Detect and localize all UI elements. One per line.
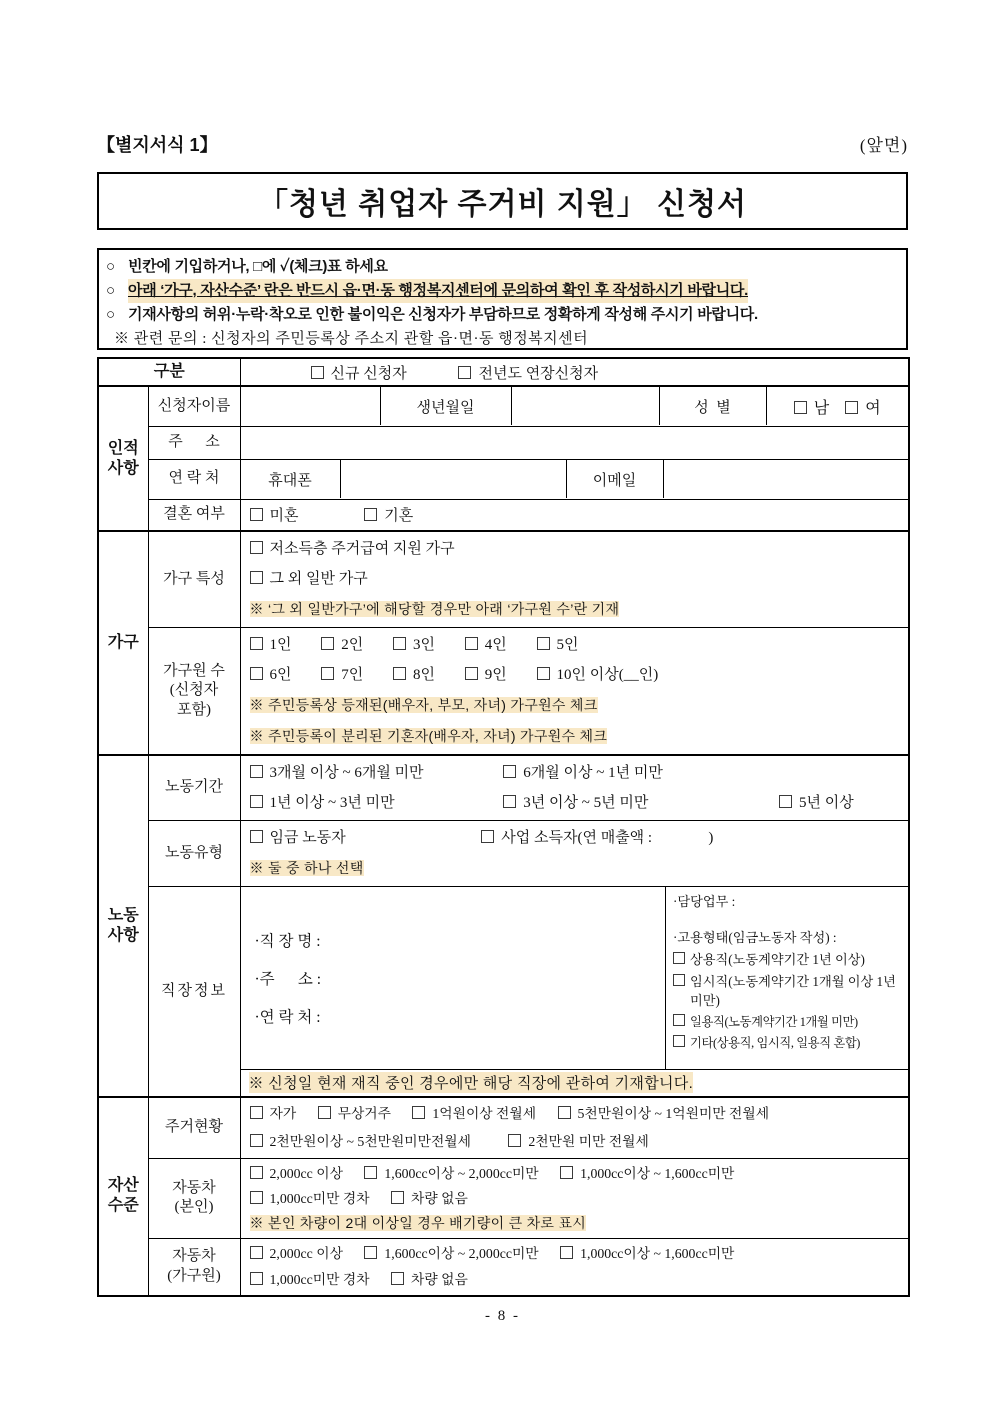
daily-employee-option[interactable]: 일용직(노동계약기간 1개월 미만) [673, 1013, 903, 1031]
household-size-note-2: ※ 주민등록이 분리된 기혼자(배우자, 자녀) 가구원수 체크 [249, 728, 608, 744]
car-self-options [240, 1158, 909, 1238]
assets-group-label: 자산 수준 [98, 1097, 148, 1297]
labor-period-options [240, 755, 909, 821]
marital-options [240, 499, 909, 531]
checkbox-icon[interactable] [560, 1166, 573, 1179]
checkbox-icon[interactable] [250, 1166, 263, 1179]
checkbox-icon[interactable] [412, 1106, 425, 1119]
household-type-note: ※ ‘그 외 일반가구’에 해당할 경우만 아래 ‘가구원 수’란 기재 [249, 601, 620, 617]
labor-type-note: ※ 둘 중 하나 선택 [249, 860, 364, 876]
checkbox-icon[interactable] [465, 667, 478, 680]
email-label: 이메일 [567, 460, 664, 498]
category-options [240, 358, 909, 386]
page-side-label: (앞면) [859, 136, 908, 155]
checkbox-icon[interactable] [250, 765, 263, 778]
size-5-option[interactable]: 5인 [537, 630, 579, 660]
labor-period-label: 노동기간 [148, 755, 240, 821]
checkbox-icon[interactable] [458, 366, 471, 379]
checkbox-icon[interactable] [250, 1191, 263, 1204]
household-size-label: 가구원 수 (신청자 포함) [148, 628, 240, 756]
checkbox-icon[interactable] [673, 1014, 685, 1026]
other-employee-option[interactable]: 기타(상용직, 임시직, 일용직 혼합) [673, 1034, 903, 1052]
notice-text-3: 기재사항의 허위·누락·착오로 인한 불이익은 신청자가 부담하므로 정확하게 작성해 주시기 바랍니다. [128, 306, 758, 323]
notice-box [97, 248, 908, 350]
applicant-name-input[interactable] [241, 387, 381, 425]
car-1600-2000cc-option[interactable]: 1,600cc이상 ~ 2,000cc미만 [364, 1241, 538, 1267]
address-label: 주 소 [148, 426, 240, 459]
no-car-option[interactable]: 차량 없음 [391, 1267, 468, 1293]
checkbox-icon[interactable] [250, 1106, 263, 1119]
housing-status-label: 주거현황 [148, 1097, 240, 1159]
car-over-2000cc-option[interactable]: 2,000cc 이상 [250, 1241, 343, 1267]
checkbox-icon[interactable] [393, 667, 406, 680]
car-self-label: 자동차 (본인) [148, 1158, 240, 1238]
car-self-row-2 [250, 1186, 903, 1211]
checkbox-icon[interactable] [558, 1106, 571, 1119]
checkbox-icon[interactable] [321, 667, 334, 680]
checkbox-icon[interactable] [673, 1035, 685, 1047]
checkbox-icon[interactable] [250, 637, 263, 650]
household-type-option-row [250, 564, 903, 594]
doc-reference: 【별지서식 1】 [97, 135, 218, 155]
rent-under-20m-option[interactable]: 2천만원 미만 전월세 [508, 1128, 648, 1156]
checkbox-icon[interactable] [250, 667, 263, 680]
checkbox-icon[interactable] [503, 795, 516, 808]
job-employment-column [665, 887, 908, 1069]
checkbox-icon[interactable] [250, 795, 263, 808]
car-1000-1600cc-option[interactable]: 1,000cc이상 ~ 1,600cc미만 [560, 1241, 734, 1267]
email-input[interactable] [664, 460, 909, 498]
car-self-note: ※ 본인 차량이 2대 이상일 경우 배기량이 큰 차로 표시 [249, 1214, 587, 1231]
regular-employee-option[interactable]: 상용직(노동계약기간 1년 이상) [673, 950, 903, 970]
free-residence-option[interactable]: 무상거주 [318, 1100, 391, 1128]
period-3to6m-option[interactable]: 3개월 이상 ~ 6개월 미만 [250, 758, 500, 788]
household-type-label: 가구 특성 [148, 531, 240, 628]
size-4-option[interactable]: 4인 [465, 630, 533, 660]
birth-date-input[interactable] [512, 387, 660, 425]
car-1600-2000cc-option[interactable]: 1,600cc이상 ~ 2,000cc미만 [364, 1161, 538, 1186]
household-group-label: 가구 [98, 531, 148, 755]
checkbox-icon[interactable] [250, 830, 263, 843]
checkbox-icon[interactable] [560, 1246, 573, 1259]
checkbox-icon[interactable] [673, 952, 685, 964]
checkbox-icon[interactable] [364, 508, 377, 521]
checkbox-icon[interactable] [250, 508, 263, 521]
labor-type-options [240, 821, 909, 887]
housing-row-2 [250, 1128, 903, 1156]
size-3-option[interactable]: 3인 [393, 630, 461, 660]
applicant-name-label: 신청자이름 [148, 386, 240, 426]
checkbox-icon[interactable] [391, 1272, 404, 1285]
workplace-contact-field[interactable]: ·연 락 처 : [254, 1009, 321, 1027]
single-option[interactable]: 미혼 [250, 504, 299, 525]
car-family-options [240, 1238, 909, 1296]
job-info-note: ※ 신청일 현재 재직 중인 경우에만 해당 직장에 관하여 기재합니다. [249, 1072, 694, 1093]
size-10plus-option[interactable]: 10인 이상(__인) [537, 660, 659, 690]
car-family-label: 자동차 (가구원) [148, 1238, 240, 1296]
renewal-applicant-option[interactable]: 전년도 연장신청자 [458, 362, 598, 383]
checkbox-icon[interactable] [779, 795, 792, 808]
notice-line-3 [106, 303, 899, 327]
phone-input[interactable] [341, 460, 567, 498]
period-over5y-option[interactable]: 5년 이상 [779, 788, 854, 818]
car-family-row-1 [250, 1241, 903, 1267]
labor-type-option-row [250, 823, 903, 853]
checkbox-icon[interactable] [537, 637, 550, 650]
checkbox-icon[interactable] [250, 1134, 263, 1147]
checkbox-icon[interactable] [465, 637, 478, 650]
period-6mto1y-option[interactable]: 6개월 이상 ~ 1년 미만 [503, 758, 663, 788]
household-type-note-row [250, 594, 903, 625]
checkbox-icon[interactable] [364, 1166, 377, 1179]
marital-status-label: 결혼 여부 [148, 499, 240, 531]
circle-bullet-icon: ○ [106, 283, 116, 299]
notice-line-1 [106, 255, 899, 279]
household-size-note-1: ※ 주민등록상 등재된(배우자, 부모, 자녀) 가구원수 체크 [249, 697, 598, 713]
circle-bullet-icon: ○ [106, 259, 116, 275]
housing-row-1 [250, 1100, 903, 1128]
checkbox-icon[interactable] [250, 571, 263, 584]
address-input[interactable] [240, 426, 909, 459]
temporary-employee-option[interactable]: 임시직(노동계약기간 1개월 이상 1년 미만) [673, 972, 903, 1012]
labor-group-label: 노동 사항 [98, 755, 148, 1097]
household-size-note-row [250, 721, 903, 752]
category-label: 구분 [98, 358, 240, 386]
checkbox-icon[interactable] [845, 401, 858, 414]
car-self-row-1 [250, 1161, 903, 1186]
page-number: - 8 - [485, 1308, 520, 1324]
size-8-option[interactable]: 8인 [393, 660, 461, 690]
checkbox-icon[interactable] [673, 974, 685, 986]
labor-type-label: 노동유형 [148, 821, 240, 887]
job-info-label: 직장정보 [148, 887, 240, 1097]
notice-text-2: 아래 ‘가구, 자산수준’ 란은 반드시 읍·면·동 행정복지센터에 문의하여 확인 후 작성하시기 바랍니다. [128, 279, 748, 303]
household-size-options [240, 628, 909, 756]
checkbox-icon[interactable] [250, 541, 263, 554]
business-income-option[interactable]: 사업 소득자(연 매출액 : ) [481, 823, 713, 853]
labor-type-note-row [250, 853, 903, 884]
circle-bullet-icon: ○ [106, 307, 116, 323]
period-3to5y-option[interactable]: 3년 이상 ~ 5년 미만 [503, 788, 775, 818]
page-header [97, 131, 908, 157]
checkbox-icon[interactable] [321, 637, 334, 650]
employment-type-label: ·고용형태(임금노동자 작성) : [673, 930, 837, 946]
low-income-household-option[interactable]: 저소득층 주거급여 지원 가구 [250, 534, 455, 564]
gender-female-option[interactable]: 여 [845, 395, 880, 418]
own-home-option[interactable]: 자가 [250, 1100, 297, 1128]
job-info-note-row [241, 1069, 909, 1095]
notice-line-4: ※ 관련 문의 : 신청자의 주민등록상 주소지 관할 읍·면·동 행정복지센터 [114, 331, 589, 347]
wage-worker-option[interactable]: 임금 노동자 [250, 823, 478, 853]
gender-label: 성 별 [660, 387, 767, 425]
married-option[interactable]: 기혼 [364, 504, 413, 525]
contact-label: 연 락 처 [148, 459, 240, 499]
household-size-row-2 [250, 660, 903, 690]
gender-male-option[interactable]: 남 [794, 395, 829, 418]
checkbox-icon[interactable] [481, 830, 494, 843]
car-over-2000cc-option[interactable]: 2,000cc 이상 [250, 1161, 343, 1186]
application-form-table [97, 357, 910, 1297]
workplace-address-field[interactable]: ·주 소 : [254, 971, 322, 989]
form-title: 「청년 취업자 주거비 지원」 신청서 [257, 188, 748, 221]
notice-text-1: 빈칸에 기입하거나, □에 ✓(체크)표 하세요 [128, 258, 388, 275]
no-car-option[interactable]: 차량 없음 [391, 1186, 468, 1211]
notice-line-2 [106, 279, 899, 303]
phone-label: 휴대폰 [241, 460, 341, 498]
period-1to3y-option[interactable]: 1년 이상 ~ 3년 미만 [250, 788, 500, 818]
gender-options [767, 387, 909, 425]
car-self-note-row [250, 1211, 903, 1236]
household-type-options [240, 531, 909, 628]
checkbox-icon[interactable] [311, 366, 324, 379]
checkbox-icon[interactable] [318, 1106, 331, 1119]
checkbox-icon[interactable] [508, 1134, 521, 1147]
checkbox-icon[interactable] [364, 1246, 377, 1259]
household-size-note-row [250, 690, 903, 721]
size-1-option[interactable]: 1인 [250, 630, 318, 660]
birth-date-label: 생년월일 [381, 387, 512, 425]
car-family-row-2 [250, 1267, 903, 1293]
checkbox-icon[interactable] [250, 1272, 263, 1285]
size-9-option[interactable]: 9인 [465, 660, 533, 690]
checkbox-icon[interactable] [393, 637, 406, 650]
general-household-option[interactable]: 그 외 일반 가구 [250, 564, 368, 594]
new-applicant-option[interactable]: 신규 신청자 [311, 362, 407, 383]
rent-50to100m-option[interactable]: 5천만원이상 ~ 1억원미만 전월세 [558, 1100, 770, 1128]
checkbox-icon[interactable] [537, 667, 550, 680]
household-type-option-row [250, 534, 903, 564]
job-info-area [241, 887, 909, 1069]
size-6-option[interactable]: 6인 [250, 660, 318, 690]
car-under-1000cc-option[interactable]: 1,000cc미만 경차 [250, 1186, 370, 1211]
form-title-box [97, 172, 908, 230]
checkbox-icon[interactable] [503, 765, 516, 778]
car-under-1000cc-option[interactable]: 1,000cc미만 경차 [250, 1267, 370, 1293]
size-7-option[interactable]: 7인 [321, 660, 389, 690]
job-info-fields [241, 887, 666, 1069]
workplace-name-field[interactable]: ·직 장 명 : [254, 933, 321, 951]
rent-20to50m-option[interactable]: 2천만원이상 ~ 5천만원미만전월세 [250, 1128, 471, 1156]
rent-over-100m-option[interactable]: 1억원이상 전월세 [412, 1100, 536, 1128]
household-size-row-1 [250, 630, 903, 660]
checkbox-icon[interactable] [794, 401, 807, 414]
checkbox-icon[interactable] [250, 1246, 263, 1259]
size-2-option[interactable]: 2인 [321, 630, 389, 660]
duty-field[interactable]: ·담당업무 : [673, 894, 736, 910]
housing-options [240, 1097, 909, 1159]
checkbox-icon[interactable] [391, 1191, 404, 1204]
personal-group-label: 인적 사항 [98, 386, 148, 531]
car-1000-1600cc-option[interactable]: 1,000cc이상 ~ 1,600cc미만 [560, 1161, 734, 1186]
labor-period-row-2 [250, 788, 903, 818]
labor-period-row-1 [250, 758, 903, 788]
